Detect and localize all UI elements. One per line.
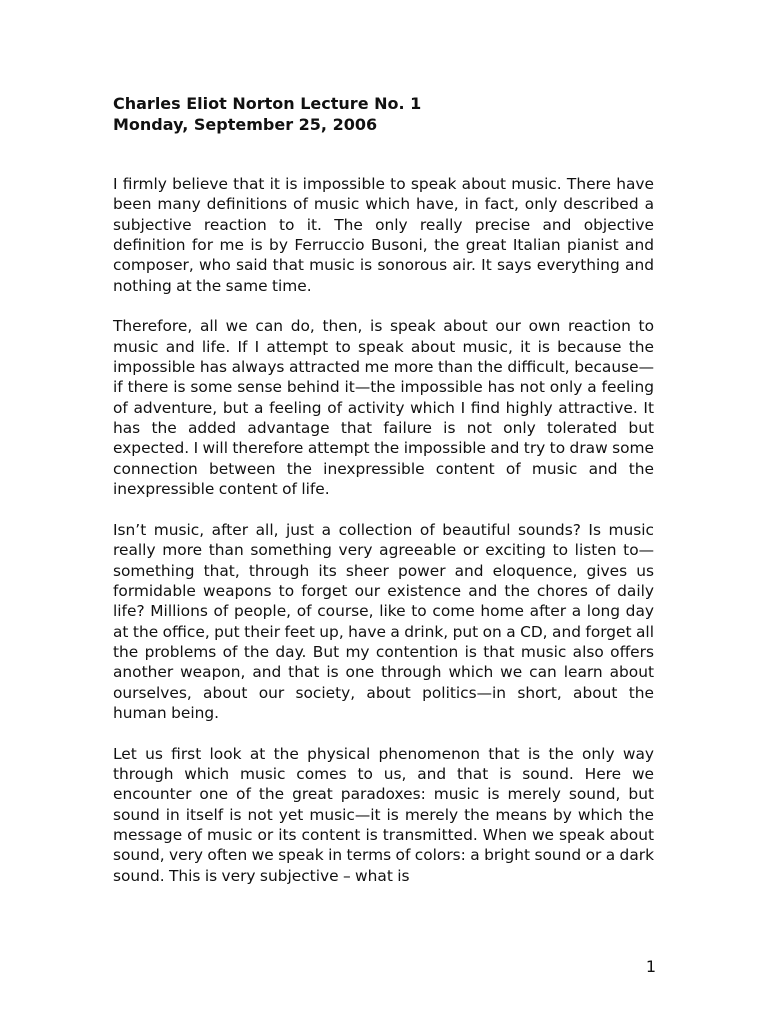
page-number: 1 <box>645 957 656 976</box>
paragraph-1: I firmly believe that it is impossible to speak about music. There have been many definitions of music which have, in fact, only described a subjective reaction to it. The only really precise and objective definition for me is by Ferruccio Busoni, the great Italian pianist and composer, who said that music is sonorous air. It says everything and nothing at the same time. <box>113 175 654 295</box>
lecture-heading <box>113 93 673 135</box>
lecture-date: Monday, September 25, 2006 <box>113 115 378 134</box>
paragraph-4: Let us first look at the physical phenomenon that is the only way through which music comes to us, and that is sound. Here we encounter one of the great paradoxes: music is merely sound, but sound in itself is not yet music—it is merely the means by which the message of music or its content is transmitted. When we speak about sound, very often we speak in terms of colors: a bright sound or a dark sound. This is very subjective – what is <box>113 744 654 885</box>
lecture-body <box>113 174 654 906</box>
paragraph-2: Therefore, all we can do, then, is speak about our own reaction to music and life. If I attempt to speak about music, it is because the impossible has always attracted me more than the difficult, because—if there is some sense behind it—the impossible has not only a feeling of adventure, but a feeling of activity which I find highly attractive. It has the added advantage that failure is not only tolerated but expected. I will therefore attempt the impossible and try to draw some connection between the inexpressible content of music and the inexpressible content of life. <box>113 317 654 499</box>
lecture-title: Charles Eliot Norton Lecture No. 1 <box>113 94 422 113</box>
paragraph-3: Isn’t music, after all, just a collection of beautiful sounds? Is music really more than something very agreeable or exciting to listen to—something that, through its sheer power and eloquence, gives us formidable weapons to forget our existence and the chores of daily life? Millions of people, of course, like to come home after a long day at the office, put their feet up, have a drink, put on a CD, and forget all the problems of the day. But my contention is that music also offers another weapon, and that is one through which we can learn about ourselves, about our society, about politics—in short, about the human being. <box>113 520 654 722</box>
